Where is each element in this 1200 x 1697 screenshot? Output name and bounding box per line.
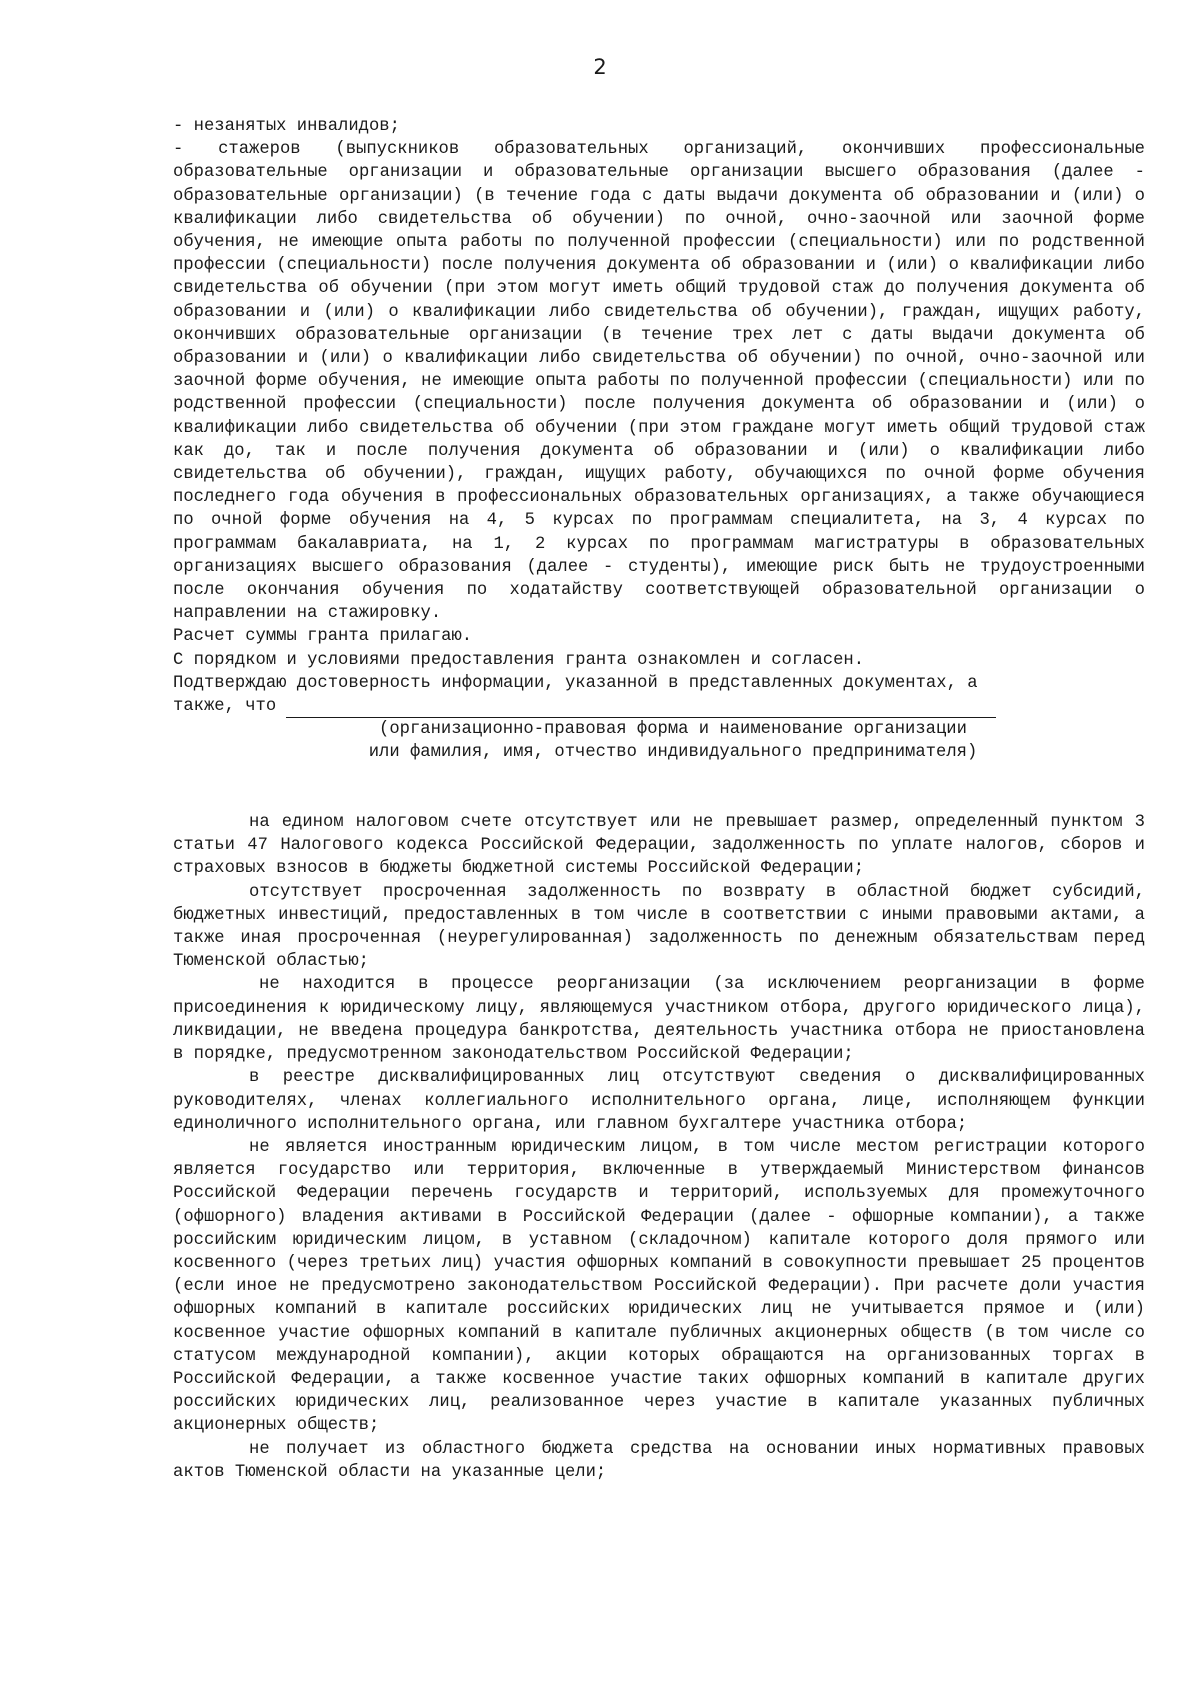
list-item-interns: - стажеров (выпускников образовательных организаций, окончивших профессиональные образовательные организации и образовательные организации высшего образования (далее - образовательные организации) (в течение года с даты выдачи документа об образовании и (или) о квалификации либо свидетельства об обучении) по очной, очно-заочной или заочной форме обучения, не имеющие опыта работы по полученной профессии (специальности) или по родственной профессии (специальности) после получения документа об образовании и (или) о квалификации либо свидетельства об обучении (при этом могут иметь общий трудовой стаж до получения документа об образовании и (или) о квалификации либо свидетельства об обучении), граждан, ищущих работу, окончивших образовательные организации (в течение трех лет с даты выдачи документа об образовании и (или) о квалификации либо свидетельства об обучении) по очной, очно-заочной или заочной форме обучения, не имеющие опыта работы по полученной профессии (специальности) или по родственной профессии (специальности) после получения документа об образовании и (или) о квалификации либо свидетельства об обучении (при этом граждане могут иметь общий трудовой стаж как до, так и после получения документа об образовании и (или) о квалификации либо свидетельства об обучении), граждан, ищущих работу, обучающихся по очной форме обучения последнего года обучения в профессиональных образовательных организациях, а также обучающиеся по очной форме обучения на 4, 5 курсах по программам специалитета, на 3, 4 курсах по программам бакалавриата, на 1, 2 курсах по программам магистратуры в образовательных организациях высшего образования (далее - студенты), имеющие риск быть не трудоустроенными после окончания обучения по ходатайству соответствующей образовательной организации о направлении на стажировку.	[173, 140, 1145, 624]
organization-blank	[286, 701, 996, 718]
fill-line-caption-2: или фамилия, имя, отчество индивидуального предпринимателя)	[368, 743, 978, 763]
fill-line-caption-1: (организационно-правовая форма и наименование организации	[379, 720, 967, 740]
clause-disqualified-persons: в реестре дисквалифицированных лиц отсутствуют сведения о дисквалифицированных руководителях, членах коллегиального исполнительного органа, лице, исполняющем функции единоличного исполнительного органа, или главном бухгалтере участника отбора;	[173, 1068, 1145, 1134]
list-item-disabled: - незанятых инвалидов;	[173, 117, 400, 136]
organization-fill-line	[173, 695, 1145, 718]
clause-other-funding: не получает из областного бюджета средства на основании иных нормативных правовых актов Тюменской области на указанные цели;	[173, 1439, 1145, 1482]
clause-reorganization: не находится в процессе реорганизации (за исключением реорганизации в форме присоединения к юридическому лицу, являющемуся участником отбора, другого юридического лица), ликвидации, не введена процедура банкротства, деятельность участника отбора не приостановлена в порядке, предусмотренном законодательством Российской Федерации;	[173, 975, 1145, 1065]
page-number: 2	[593, 55, 607, 79]
confirmation-statement: Подтверждаю достоверность информации, указанной в представленных документах, а	[173, 673, 978, 693]
clause-offshore: не является иностранным юридическим лицом, в том числе местом регистрации которого является государство или территория, включенные в утверждаемый Министерством финансов Российской Федерации перечень государств и территорий, используемых для промежуточного (офшорного) владения активами в Российской Федерации (далее - офшорные компании), а также российским юридическим лицом, в уставном (складочном) капитале которого доля прямого или косвенного (через третьих лиц) участия офшорных компаний в совокупности превышает 25 процентов (если иное не предусмотрено законодательством Российской Федерации). При расчете доли участия офшорных компаний в капитале российских юридических лиц не учитывается прямое и (или) косвенное участие офшорных компаний в капитале публичных акционерных обществ (в том числе со статусом международной компании), акции которых обращаются на организованных торгах в Российской Федерации, а также косвенное участие таких офшорных компаний в капитале других российских юридических лиц, реализованное через участие в капитале указанных публичных акционерных обществ;	[173, 1137, 1145, 1436]
grant-calculation-note: Расчет суммы гранта прилагаю.	[173, 627, 473, 647]
document-body	[173, 115, 1145, 1484]
fill-line-prefix: также, что	[173, 697, 277, 717]
clause-overdue-debt: отсутствует просроченная задолженность по возврату в областной бюджет субсидий, бюджетных инвестиций, предоставленных в том числе в соответствии с иными правовыми актами, а также иная просроченная (неурегулированная) задолженность по денежным обязательствам перед Тюменской областью;	[173, 882, 1145, 972]
consent-statement: С порядком и условиями предоставления гранта ознакомлен и согласен.	[173, 650, 865, 670]
clause-tax-debt: на едином налоговом счете отсутствует или не превышает размер, определенный пунктом 3 статьи 47 Налогового кодекса Российской Федерации, задолженность по уплате налогов, сборов и страховых взносов в бюджеты бюджетной системы Российской Федерации;	[173, 813, 1145, 879]
